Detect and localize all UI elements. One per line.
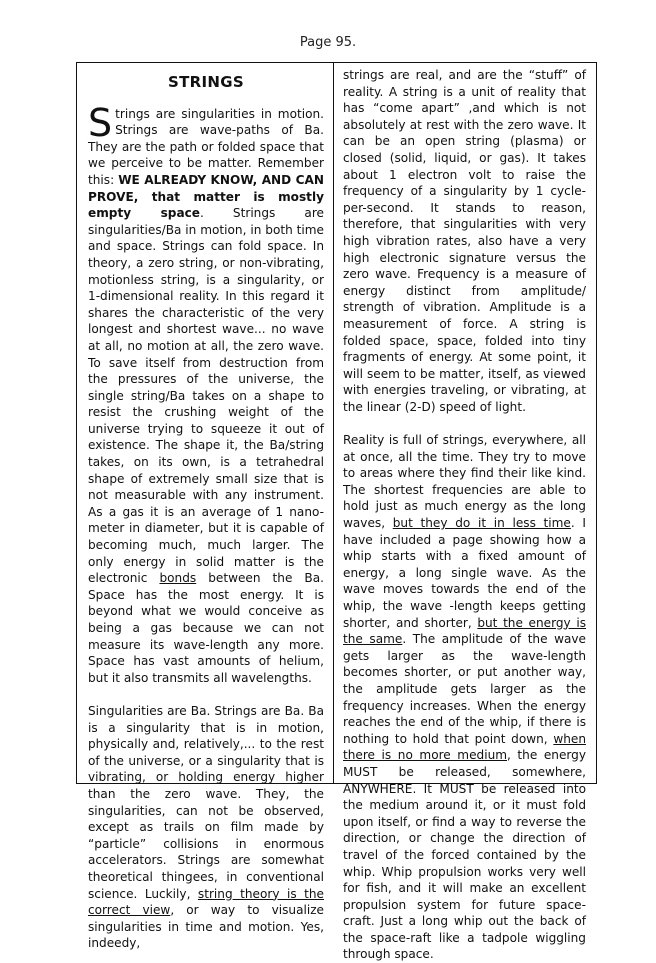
paragraph-text: . The amplitude of the wave gets larger as the wave-length becomes shorter, or put another way, the amplitude gets larger as the frequency increases. When the energy reaches the end of the whip, if there is nothing to hold that point down, bbox=[343, 632, 586, 746]
page-number: Page 95. bbox=[299, 35, 357, 50]
left-column bbox=[77, 63, 334, 951]
underlined-text: when there is no more medium bbox=[343, 731, 586, 763]
article-frame bbox=[76, 62, 597, 962]
underlined-text: string theory is the correct view bbox=[88, 886, 324, 918]
paragraph bbox=[343, 67, 586, 415]
underlined-text: bonds bbox=[159, 571, 197, 586]
paragraph-text: . I have included a page showing how a whip starts with a fixed amount of energy, a long single wave. As the wave moves towards the end of the whip, the wave -length keeps getting shorter, and shorter, bbox=[343, 516, 586, 630]
paragraph-text: . Strings are singularities/Ba in motion, in both time and space. Strings can fold space. In theory, a zero string, or non-vibrating, motionless string, is a singularity, or 1-dimensional reality. In this regard it shares the characteristic of the very longest and shortest wave... no wave at all, no motion at all, the zero wave. To save itself from destruction from the pressures of the universe, the single string/Ba takes on a shape to resist the crushing weight of the universe trying to squeeze it out of existence. The shape it, the Ba/string takes, on its own, is a tetrahedral shape of extremely small size that is not measurable with any instrument. As a gas it is an average of 1 nano-meter in diameter, but it is capable of becoming much, much larger. The only energy in solid matter is the electronic bbox=[88, 206, 324, 586]
paragraph bbox=[88, 703, 324, 952]
paragraph bbox=[88, 100, 324, 687]
paragraph-text: , or way to visualize singularities in time and motion. Yes, indeedy, bbox=[88, 903, 324, 951]
underlined-text: but they do it in less time bbox=[392, 516, 571, 531]
paragraph-text: between the Ba. Space has the most energy. It is beyond what we would conceive as being a gas because we can not measure its wave-length any more. Space has vast amounts of helium, but it also transmits all wavelengths. bbox=[88, 571, 324, 685]
paragraph-text: Reality is full of strings, everywhere, all at once, all the time. They try to move to areas where they find their like kind. The shortest frequencies are able to hold just as much energy as the long waves, bbox=[343, 433, 586, 531]
paragraph-text: trings are singularities in motion. Strings are wave-paths of Ba. They are the path or folded space that we perceive to be matter. Remember this: bbox=[88, 106, 324, 187]
emphasis-text: WE ALREADY KNOW, AND CAN PROVE, that matter is mostly empty space bbox=[88, 172, 324, 221]
right-column bbox=[334, 63, 596, 962]
underlined-text: but the energy is the same bbox=[343, 615, 586, 647]
drop-cap: S bbox=[88, 100, 113, 145]
article-title: STRINGS bbox=[168, 73, 244, 91]
paragraph-text: Singularities are Ba. Strings are Ba. Ba is a singularity that is in motion, physically and, relatively,... to the rest of the universe, or a singularity that is vibrating, or holding energy higher than the zero wave. They, the singularities, can not be observed, except as trails on film made by “particle” collisions in enormous accelerators. Strings are somewhat theoretical thingees, in conventional science. Luckily, bbox=[88, 703, 324, 901]
paragraph-text: , the energy MUST be released, somewhere, ANYWHERE. It MUST be released into the medium around it, or it must fold upon itself, or find a way to reverse the direction, or change the direction of travel of the forced contained by the whip. Whip propulsion works very well for fish, and it will make an excellent propulsion system for future space-craft. Just a long whip out the back of the space-raft like a tadpole wiggling through space. bbox=[343, 748, 586, 962]
paragraph bbox=[343, 432, 586, 963]
paragraph-text: strings are real, and are the “stuff” of reality. A string is a unit of reality that has “come apart” ,and which is not absolutely at rest with the zero wave. It can be an open string (plasma) or closed (solid, liquid, or gas). It takes about 1 electron volt to raise the frequency of a singularity by 1 cycle-per-second. It stands to reason, therefore, that singularities with very high vibration rates, also have a very high electronic signature versus the zero wave. Frequency is a measure of energy distinct from amplitude/ strength of vibration. Amplitude is a measurement of force. A string is folded space, space, folded into tiny fragments of energy. At some point, it will seem to be matter, itself, as viewed with energies traveling, or vibrating, at the linear (2-D) speed of light. bbox=[343, 68, 586, 414]
